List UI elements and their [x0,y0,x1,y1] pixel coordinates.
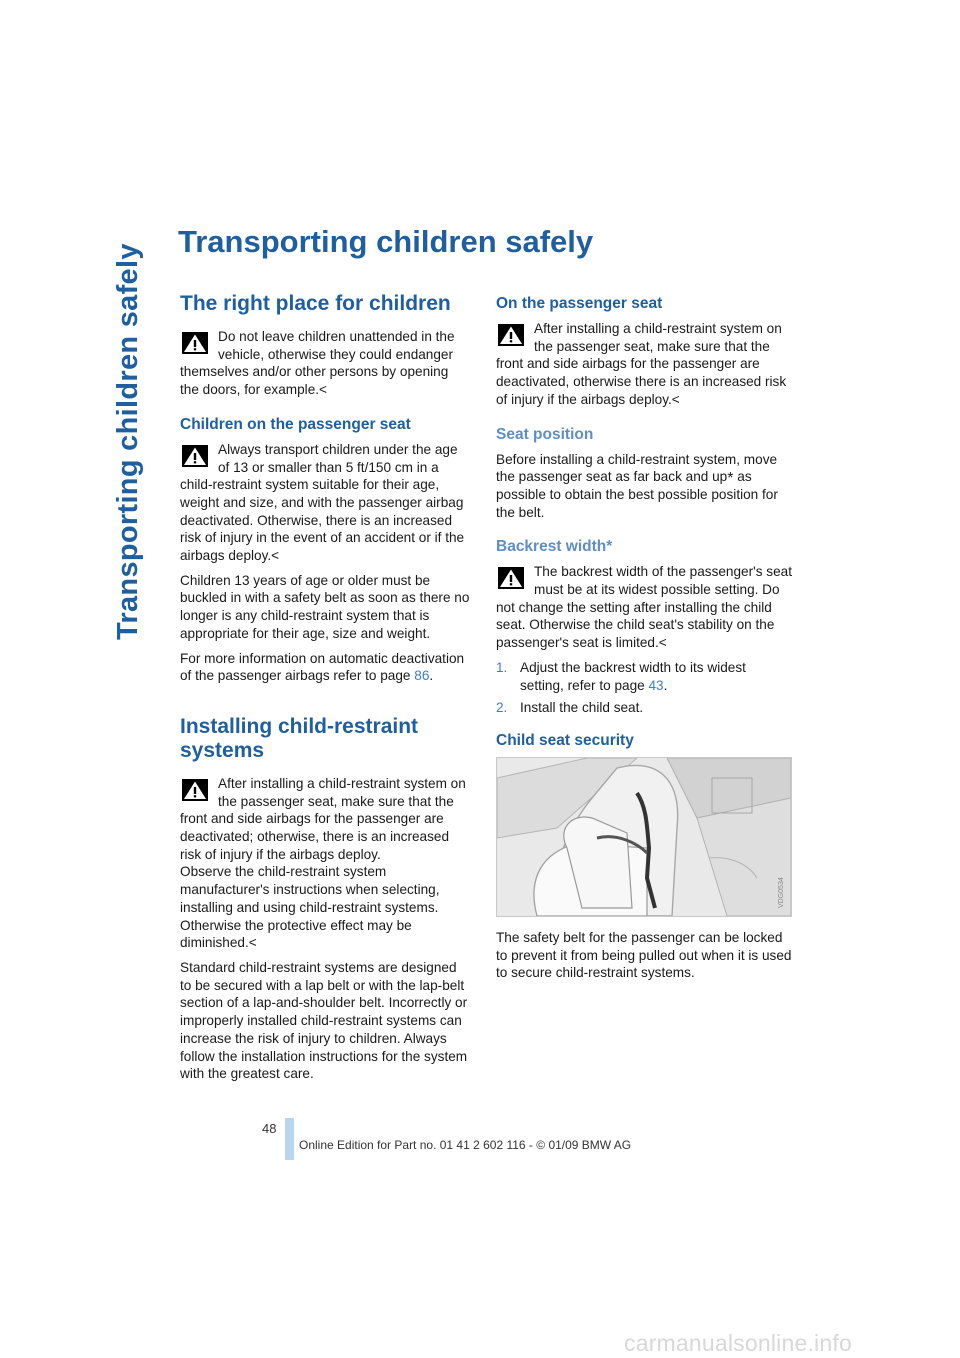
warning-text: Do not leave children unattended in the vehicle, otherwise they could endanger themselves and/or other persons by opening the doors, for example.< [180,329,455,398]
paragraph-older-children: Children 13 years of age or older must be buckled in with a safety belt as soon as there no longer is any child-restraint system that is appropriate for their age, size and weight. [180,572,470,641]
heading-on-passenger-seat: On the passenger seat [496,295,663,312]
warning-triangle-icon [498,324,524,346]
warning-text-continued: Observe the child-restraint system manufacturer's instructions when selecting, installing and using child-restraint systems. Otherwise the protective effect may be diminished.< [180,864,440,951]
warning-block [180,775,470,952]
right-column [496,294,792,989]
child-seat-illustration [496,757,792,917]
warning-block [180,441,470,565]
paragraph-standard-systems: Standard child-restraint systems are designed to be secured with a lap belt or with the lap-belt section of a lap-and-shoulder belt. Incorrectly or improperly installed child-restraint systems can increase the risk of injury to children. Always follow the installation instructions for the system with the greatest care. [180,959,468,1082]
heading-children-passenger-seat: Children on the passenger seat [180,415,411,433]
child-seat-drawing [497,758,791,916]
list-item: 2. Install the child seat. [496,700,644,716]
list-item: 1. Adjust the backrest width to its widest setting, refer to page 43. [496,659,746,693]
illustration-code: VDG0534 [778,877,785,908]
page-link-43[interactable]: 43 [648,677,664,693]
warning-text: Always transport children under the age of 13 or smaller than 5 ft/150 cm in a child-restraint system suitable for their age, weight and size, and with the passenger airbag deactivated. Otherwise, there is an increased risk of injury in the event of an accident or if the airbags deploy.< [180,441,465,564]
footer-accent-bar [285,1118,294,1160]
heading-installing: Installing child-restraint systems [180,714,419,762]
warning-text: After installing a child-restraint system on the passenger seat, make sure that the front and side airbags for the passenger are deactivated, otherwise there is an increased risk of injury if the airbags deploy.< [496,321,787,407]
warning-block [496,320,792,409]
watermark: carmanualsonline.info [624,1330,852,1356]
page-number: 48 [262,1121,277,1136]
optional-equipment-star: * [727,470,734,488]
warning-block [496,563,792,652]
paragraph-more-info: For more information on automatic deactivation of the passenger airbags refer to page 86. [180,650,465,684]
heading-right-place: The right place for children [180,292,451,315]
warning-triangle-icon [182,332,208,354]
warning-text: After installing a child-restraint system on the passenger seat, make sure that the front and side airbags for the passenger are deactivated; otherwise, there is an increased risk of injury if the airbags deploy. [180,775,466,862]
warning-block [180,328,470,399]
left-column [180,292,470,1090]
footer-edition: Online Edition for Part no. 01 41 2 602 116 - © 01/09 BMW AG [299,1138,632,1152]
heading-backrest-width: Backrest width* [496,538,613,556]
paragraph-safety-belt: The safety belt for the passenger can be locked to prevent it from being pulled out when it is used to secure child-restraint systems. [496,929,792,981]
heading-seat-position: Seat position [496,425,594,443]
steps-list [496,659,792,717]
page-title: Transporting children safely [178,224,594,259]
page-link-86[interactable]: 86 [414,668,430,684]
warning-triangle-icon [182,445,208,467]
warning-triangle-icon [498,567,524,589]
warning-text: The backrest width of the passenger's seat must be at its widest possible setting. Do not change the setting after installing the child seat. Otherwise the child seat's stability on the passenger's seat is limited.< [496,564,792,651]
heading-child-seat-security: Child seat security [496,731,634,749]
paragraph-seat-position: Before installing a child-restraint system, move the passenger seat as far back and up* as possible to obtain the best possible position for the belt. [496,451,778,520]
warning-triangle-icon [182,779,208,801]
side-section-title: Transporting children safely [112,243,144,640]
